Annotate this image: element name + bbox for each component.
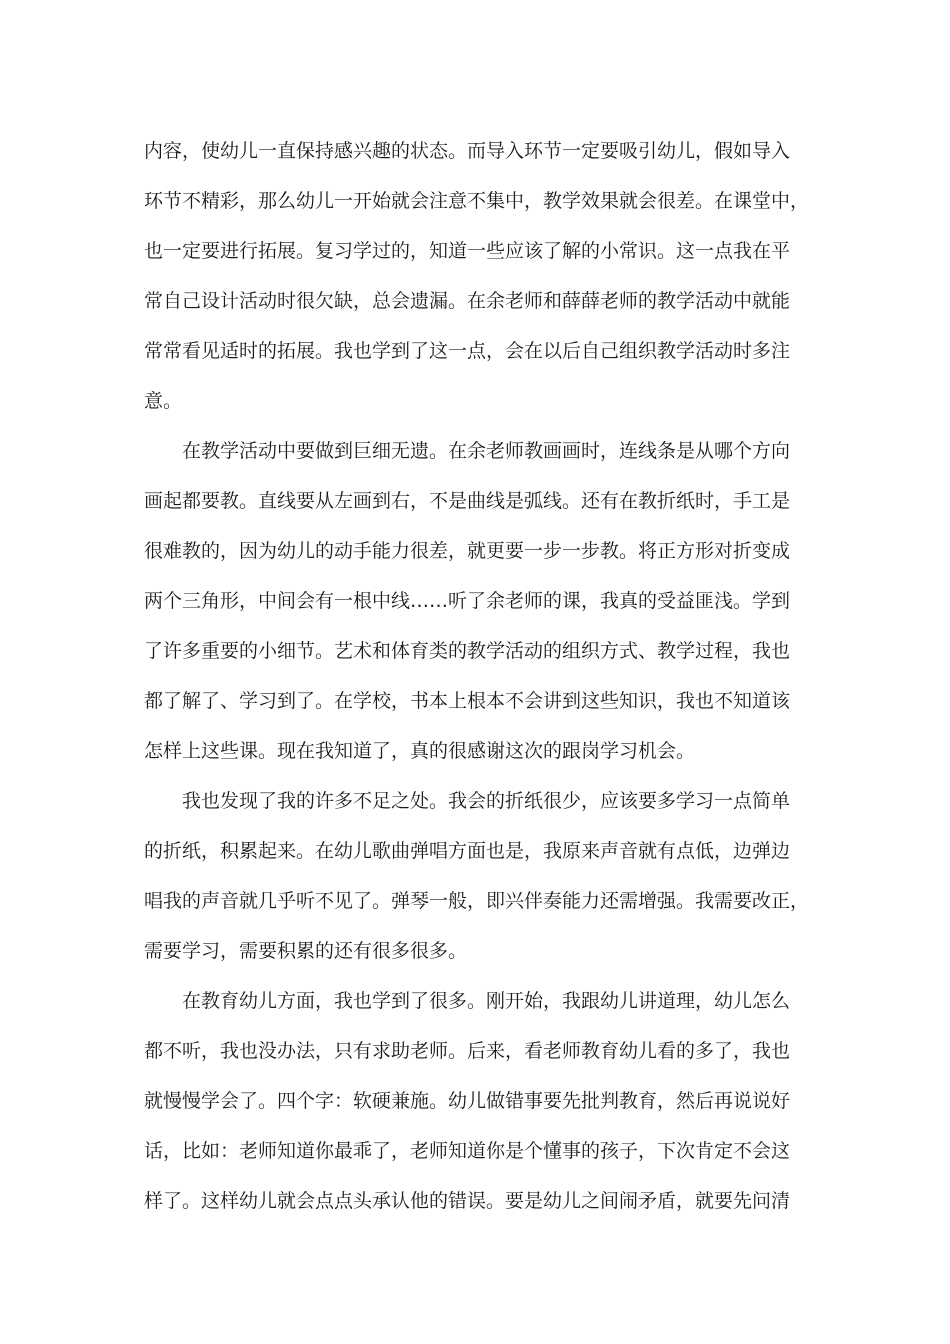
text-line: 两个三角形，中间会有一根中线……听了余老师的课，我真的受益匪浅。学到 xyxy=(144,590,791,612)
text-line: 内容，使幼儿一直保持感兴趣的状态。而导入环节一定要吸引幼儿，假如导入 xyxy=(144,140,791,162)
body-text xyxy=(144,126,808,1226)
text-line: 在教育幼儿方面，我也学到了很多。刚开始，我跟幼儿讲道理，幼儿怎么 xyxy=(182,990,791,1012)
text-line: 唱我的声音就几乎听不见了。弹琴一般，即兴伴奏能力还需增强。我需要改正， xyxy=(144,890,810,912)
text-line: 常自己设计活动时很欠缺，总会遗漏。在余老师和薛薛老师的教学活动中就能 xyxy=(144,290,791,312)
paragraph xyxy=(144,976,808,1226)
text-line: 话，比如：老师知道你最乖了，老师知道你是个懂事的孩子，下次肯定不会这 xyxy=(144,1140,791,1162)
text-line: 怎样上这些课。现在我知道了，真的很感谢这次的跟岗学习机会。 xyxy=(144,740,696,762)
text-line: 画起都要教。直线要从左画到右，不是曲线是弧线。还有在教折纸时，手工是 xyxy=(144,490,791,512)
text-line: 在教学活动中要做到巨细无遗。在余老师教画画时，连线条是从哪个方向 xyxy=(182,440,791,462)
text-line: 的折纸，积累起来。在幼儿歌曲弹唱方面也是，我原来声音就有点低，边弹边 xyxy=(144,840,791,862)
paragraph xyxy=(144,426,808,776)
paragraph xyxy=(144,776,808,976)
text-line: 了许多重要的小细节。艺术和体育类的教学活动的组织方式、教学过程，我也 xyxy=(144,640,791,662)
text-line: 需要学习，需要积累的还有很多很多。 xyxy=(144,940,468,962)
text-line: 环节不精彩，那么幼儿一开始就会注意不集中，教学效果就会很差。在课堂中， xyxy=(144,190,810,212)
text-line: 都不听，我也没办法，只有求助老师。后来，看老师教育幼儿看的多了，我也 xyxy=(144,1040,791,1062)
text-line: 就慢慢学会了。四个字：软硬兼施。幼儿做错事要先批判教育，然后再说说好 xyxy=(144,1090,791,1112)
text-line: 也一定要进行拓展。复习学过的，知道一些应该了解的小常识。这一点我在平 xyxy=(144,240,791,262)
text-line: 意。 xyxy=(144,390,183,412)
text-line: 都了解了、学习到了。在学校，书本上根本不会讲到这些知识，我也不知道该 xyxy=(144,690,791,712)
text-line: 很难教的，因为幼儿的动手能力很差，就更要一步一步教。将正方形对折变成 xyxy=(144,540,791,562)
text-line: 我也发现了我的许多不足之处。我会的折纸很少，应该要多学习一点简单 xyxy=(182,790,791,812)
text-line: 常常看见适时的拓展。我也学到了这一点，会在以后自己组织教学活动时多注 xyxy=(144,340,791,362)
paragraph xyxy=(144,126,808,426)
text-line: 样了。这样幼儿就会点点头承认他的错误。要是幼儿之间闹矛盾，就要先问清 xyxy=(144,1190,791,1212)
